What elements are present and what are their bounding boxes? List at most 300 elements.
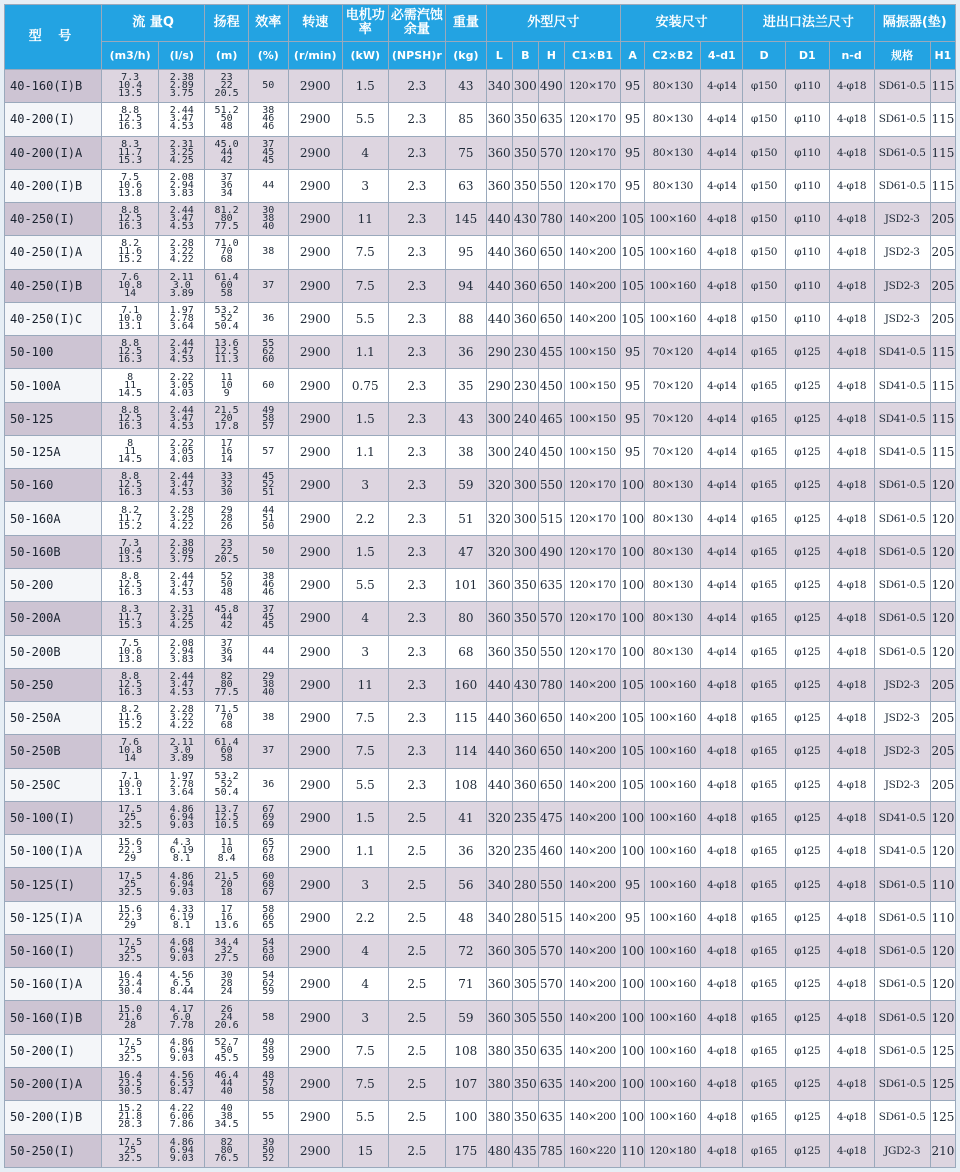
header-B: B	[512, 42, 538, 70]
model-cell: 50-250B	[5, 735, 102, 768]
weight-cell: 175	[446, 1134, 487, 1168]
model-cell: 50-100(I)A	[5, 835, 102, 868]
model-cell: 40-250(I)B	[5, 269, 102, 302]
q2-cell	[159, 402, 205, 435]
A-cell: 100	[621, 1034, 645, 1067]
q2-cell	[159, 369, 205, 402]
table-row	[5, 1101, 956, 1134]
npsh-cell: 2.3	[388, 136, 445, 169]
q2-value: 2.44	[169, 338, 194, 350]
L-cell: 440	[486, 768, 512, 801]
q1-value: 16.3	[118, 420, 143, 432]
eff-cell	[248, 70, 288, 103]
q1-value: 29	[124, 919, 137, 931]
head-value: 9	[223, 387, 230, 399]
npsh-cell: 2.5	[388, 1001, 445, 1034]
A-cell: 95	[621, 402, 645, 435]
eff-cell	[248, 635, 288, 668]
head-value: 77.5	[214, 686, 239, 698]
eff-value: 45	[262, 471, 275, 483]
head-value: 17.8	[214, 420, 239, 432]
weight-cell: 108	[446, 768, 487, 801]
eff-value: 65	[262, 919, 275, 931]
nd-cell: 4-φ18	[829, 901, 874, 934]
spec-cell: SD61-0.5	[874, 868, 930, 901]
D1-cell: φ125	[785, 568, 829, 601]
B-cell: 350	[512, 169, 538, 202]
q2-value: 3.89	[169, 753, 194, 765]
C2B2-cell: 100×160	[645, 735, 701, 768]
nd-cell: 4-φ18	[829, 103, 874, 136]
C1B1-cell: 140×200	[564, 702, 620, 735]
spec-cell: JSD2-3	[874, 668, 930, 701]
eff-cell	[248, 236, 288, 269]
eff-value: 69	[262, 819, 275, 831]
model-cell: 40-200(I)	[5, 103, 102, 136]
head-cell	[205, 1034, 249, 1067]
head-value: 82	[220, 670, 233, 682]
speed-cell: 2900	[288, 668, 342, 701]
power-cell: 0.75	[342, 369, 388, 402]
B-cell: 300	[512, 70, 538, 103]
eff-value: 45	[262, 612, 275, 624]
C1B1-cell: 140×200	[564, 901, 620, 934]
D-cell: φ165	[743, 1101, 786, 1134]
q1-value: 7.1	[121, 304, 140, 316]
D1-cell: φ125	[785, 801, 829, 834]
C1B1-cell: 140×200	[564, 236, 620, 269]
speed-cell: 2900	[288, 568, 342, 601]
eff-value: 38	[262, 246, 275, 258]
eff-value: 67	[262, 845, 275, 857]
q2-value: 3.75	[169, 553, 194, 565]
spec-cell: SD61-0.5	[874, 1101, 930, 1134]
C1B1-cell: 140×200	[564, 768, 620, 801]
C2B2-cell: 100×160	[645, 934, 701, 967]
C2B2-cell: 100×160	[645, 668, 701, 701]
H-cell: 550	[538, 868, 564, 901]
eff-value: 52	[262, 479, 275, 491]
spec-cell: SD61-0.5	[874, 535, 930, 568]
q1-value: 15.6	[118, 903, 143, 915]
npsh-cell: 2.3	[388, 269, 445, 302]
L-cell: 360	[486, 934, 512, 967]
q1-cell	[101, 801, 158, 834]
npsh-cell: 2.5	[388, 1101, 445, 1134]
spec-cell: SD61-0.5	[874, 136, 930, 169]
head-cell	[205, 269, 249, 302]
power-cell: 5.5	[342, 568, 388, 601]
head-cell	[205, 968, 249, 1001]
eff-cell	[248, 269, 288, 302]
power-cell: 4	[342, 136, 388, 169]
header-model: 型 号	[5, 5, 102, 70]
q1-cell	[101, 535, 158, 568]
header-flow-m3h: (m3/h)	[101, 42, 158, 70]
head-cell	[205, 336, 249, 369]
speed-cell: 2900	[288, 502, 342, 535]
spec-cell: SD61-0.5	[874, 635, 930, 668]
D-cell: φ150	[743, 302, 786, 335]
eff-value: 46	[262, 579, 275, 591]
q1-value: 12.5	[118, 479, 143, 491]
q2-value: 8.47	[169, 1086, 194, 1098]
q1-value: 10.0	[118, 312, 143, 324]
q1-value: 11.7	[118, 512, 143, 524]
q2-value: 2.44	[169, 404, 194, 416]
C1B1-cell: 140×200	[564, 1101, 620, 1134]
L-cell: 320	[486, 535, 512, 568]
A-cell: 100	[621, 968, 645, 1001]
eff-cell	[248, 1067, 288, 1100]
header-npsh: 必需汽蚀余量	[388, 5, 445, 42]
eff-cell	[248, 402, 288, 435]
head-cell	[205, 602, 249, 635]
head-cell	[205, 502, 249, 535]
q1-value: 8.8	[121, 205, 140, 217]
npsh-cell: 2.3	[388, 702, 445, 735]
q1-cell	[101, 835, 158, 868]
q2-value: 6.94	[169, 811, 194, 823]
npsh-cell: 2.3	[388, 502, 445, 535]
q1-value: 13.1	[118, 786, 143, 798]
q1-cell	[101, 1001, 158, 1034]
q1-value: 7.6	[121, 737, 140, 749]
power-cell: 1.5	[342, 801, 388, 834]
q2-value: 6.0	[172, 1011, 191, 1023]
d1-cell: 4-φ18	[701, 1001, 743, 1034]
d1-cell: 4-φ18	[701, 302, 743, 335]
weight-cell: 160	[446, 668, 487, 701]
q1-value: 12.5	[118, 213, 143, 225]
q2-value: 9.03	[169, 953, 194, 965]
q1-cell	[101, 103, 158, 136]
A-cell: 95	[621, 435, 645, 468]
q2-value: 8.1	[172, 853, 191, 865]
q2-cell	[159, 735, 205, 768]
D-cell: φ165	[743, 535, 786, 568]
q2-value: 9.03	[169, 1152, 194, 1164]
d1-cell: 4-φ18	[701, 735, 743, 768]
D-cell: φ165	[743, 369, 786, 402]
q1-value: 8.2	[121, 504, 140, 516]
H1-cell: 110	[930, 901, 955, 934]
C2B2-cell: 120×180	[645, 1134, 701, 1168]
head-cell	[205, 1067, 249, 1100]
q1-value: 8.8	[121, 338, 140, 350]
npsh-cell: 2.3	[388, 602, 445, 635]
H1-cell: 120	[930, 502, 955, 535]
npsh-cell: 2.5	[388, 934, 445, 967]
eff-value: 58	[262, 412, 275, 424]
H-cell: 635	[538, 1034, 564, 1067]
head-value: 11	[220, 371, 233, 383]
header-install: 安装尺寸	[621, 5, 743, 42]
head-value: 20.6	[214, 1019, 239, 1031]
D1-cell: φ125	[785, 336, 829, 369]
q2-value: 6.19	[169, 911, 194, 923]
H1-cell: 110	[930, 868, 955, 901]
nd-cell: 4-φ18	[829, 402, 874, 435]
q2-value: 3.22	[169, 712, 194, 724]
eff-cell	[248, 1001, 288, 1034]
q1-value: 8.8	[121, 471, 140, 483]
eff-value: 37	[262, 745, 275, 757]
speed-cell: 2900	[288, 635, 342, 668]
q2-value: 6.19	[169, 845, 194, 857]
table-row	[5, 402, 956, 435]
eff-value: 46	[262, 113, 275, 125]
L-cell: 340	[486, 868, 512, 901]
A-cell: 100	[621, 1001, 645, 1034]
weight-cell: 88	[446, 302, 487, 335]
speed-cell: 2900	[288, 934, 342, 967]
power-cell: 5.5	[342, 768, 388, 801]
L-cell: 360	[486, 1001, 512, 1034]
speed-cell: 2900	[288, 535, 342, 568]
npsh-cell: 2.5	[388, 868, 445, 901]
eff-value: 29	[262, 670, 275, 682]
D1-cell: φ110	[785, 236, 829, 269]
q1-value: 23.4	[118, 978, 143, 990]
head-value: 10	[220, 379, 233, 391]
q1-value: 12.5	[118, 113, 143, 125]
header-speed: 转速	[288, 5, 342, 42]
H1-cell: 120	[930, 835, 955, 868]
D-cell: φ150	[743, 236, 786, 269]
d1-cell: 4-φ14	[701, 369, 743, 402]
A-cell: 105	[621, 702, 645, 735]
model-cell: 40-200(I)B	[5, 169, 102, 202]
H-cell: 475	[538, 801, 564, 834]
q1-cell	[101, 70, 158, 103]
q2-cell	[159, 1101, 205, 1134]
header-nd: n-d	[829, 42, 874, 70]
head-value: 58	[220, 287, 233, 299]
header-power: 电机功率	[342, 5, 388, 42]
head-value: 36	[220, 645, 233, 657]
q1-value: 32.5	[118, 953, 143, 965]
q1-value: 22.3	[118, 911, 143, 923]
head-cell	[205, 70, 249, 103]
d1-cell: 4-φ18	[701, 868, 743, 901]
head-value: 61.4	[214, 271, 239, 283]
head-cell	[205, 169, 249, 202]
eff-value: 50	[262, 545, 275, 557]
eff-cell	[248, 502, 288, 535]
head-value: 20.5	[214, 553, 239, 565]
q1-cell	[101, 236, 158, 269]
model-cell: 50-250C	[5, 768, 102, 801]
A-cell: 100	[621, 568, 645, 601]
nd-cell: 4-φ18	[829, 169, 874, 202]
weight-cell: 48	[446, 901, 487, 934]
D-cell: φ165	[743, 402, 786, 435]
npsh-cell: 2.3	[388, 203, 445, 236]
spec-cell: JSD2-3	[874, 702, 930, 735]
eff-value: 57	[262, 1078, 275, 1090]
spec-cell: JSD2-3	[874, 768, 930, 801]
head-value: 50	[220, 1044, 233, 1056]
eff-value: 46	[262, 121, 275, 133]
q2-value: 3.0	[172, 279, 191, 291]
q1-value: 11.7	[118, 612, 143, 624]
L-cell: 440	[486, 236, 512, 269]
q1-value: 32.5	[118, 1152, 143, 1164]
head-value: 44	[220, 146, 233, 158]
q1-value: 30.5	[118, 1086, 143, 1098]
eff-cell	[248, 103, 288, 136]
q1-value: 10.6	[118, 179, 143, 191]
head-value: 14	[220, 454, 233, 466]
eff-cell	[248, 602, 288, 635]
speed-cell: 2900	[288, 203, 342, 236]
B-cell: 230	[512, 369, 538, 402]
head-value: 68	[220, 254, 233, 266]
speed-cell: 2900	[288, 469, 342, 502]
spec-cell: SD61-0.5	[874, 70, 930, 103]
q2-value: 3.47	[169, 213, 194, 225]
A-cell: 95	[621, 169, 645, 202]
d1-cell: 4-φ14	[701, 136, 743, 169]
q1-cell	[101, 934, 158, 967]
head-value: 37	[220, 637, 233, 649]
A-cell: 105	[621, 302, 645, 335]
C1B1-cell: 120×170	[564, 635, 620, 668]
model-cell: 50-250A	[5, 702, 102, 735]
d1-cell: 4-φ18	[701, 1134, 743, 1168]
nd-cell: 4-φ18	[829, 668, 874, 701]
header-spec: 规格	[874, 42, 930, 70]
eff-value: 40	[262, 221, 275, 233]
q2-cell	[159, 1134, 205, 1168]
spec-cell: SD41-0.5	[874, 435, 930, 468]
H1-cell: 205	[930, 768, 955, 801]
head-cell	[205, 934, 249, 967]
q2-cell	[159, 103, 205, 136]
q2-value: 3.64	[169, 786, 194, 798]
q2-value: 2.44	[169, 571, 194, 583]
q1-value: 13.8	[118, 653, 143, 665]
table-row	[5, 336, 956, 369]
B-cell: 305	[512, 1001, 538, 1034]
q1-value: 30.4	[118, 986, 143, 998]
head-cell	[205, 1134, 249, 1168]
head-value: 20	[220, 412, 233, 424]
H1-cell: 125	[930, 1101, 955, 1134]
npsh-cell: 2.5	[388, 968, 445, 1001]
eff-cell	[248, 302, 288, 335]
weight-cell: 114	[446, 735, 487, 768]
q2-value: 2.44	[169, 205, 194, 217]
q2-value: 2.78	[169, 312, 194, 324]
q1-value: 10.4	[118, 80, 143, 92]
C1B1-cell: 140×200	[564, 968, 620, 1001]
D-cell: φ165	[743, 502, 786, 535]
model-cell: 50-200A	[5, 602, 102, 635]
A-cell: 95	[621, 868, 645, 901]
spec-cell: SD61-0.5	[874, 502, 930, 535]
C1B1-cell: 140×200	[564, 1034, 620, 1067]
eff-value: 30	[262, 205, 275, 217]
model-cell: 40-160(I)B	[5, 70, 102, 103]
q2-cell	[159, 901, 205, 934]
eff-cell	[248, 369, 288, 402]
head-cell	[205, 868, 249, 901]
q1-value: 32.5	[118, 1052, 143, 1064]
nd-cell: 4-φ18	[829, 868, 874, 901]
table-row	[5, 835, 956, 868]
L-cell: 300	[486, 402, 512, 435]
eff-value: 60	[262, 354, 275, 366]
D1-cell: φ125	[785, 402, 829, 435]
q1-cell	[101, 901, 158, 934]
d1-cell: 4-φ18	[701, 801, 743, 834]
q2-cell	[159, 1001, 205, 1034]
table-row	[5, 169, 956, 202]
speed-cell: 2900	[288, 602, 342, 635]
q1-value: 16.3	[118, 686, 143, 698]
power-cell: 7.5	[342, 1067, 388, 1100]
q1-cell	[101, 469, 158, 502]
head-cell	[205, 1001, 249, 1034]
d1-cell: 4-φ18	[701, 668, 743, 701]
q2-cell	[159, 934, 205, 967]
power-cell: 2.2	[342, 901, 388, 934]
q1-value: 16.3	[118, 121, 143, 133]
q2-cell	[159, 568, 205, 601]
speed-cell: 2900	[288, 1134, 342, 1168]
npsh-cell: 2.3	[388, 103, 445, 136]
head-value: 32	[220, 479, 233, 491]
q1-value: 13.1	[118, 320, 143, 332]
table-row	[5, 435, 956, 468]
eff-value: 49	[262, 404, 275, 416]
B-cell: 280	[512, 868, 538, 901]
npsh-cell: 2.3	[388, 635, 445, 668]
H-cell: 550	[538, 1001, 564, 1034]
nd-cell: 4-φ18	[829, 336, 874, 369]
model-cell: 50-250(I)	[5, 1134, 102, 1168]
H1-cell: 205	[930, 735, 955, 768]
q2-value: 2.11	[169, 271, 194, 283]
q1-value: 8.8	[121, 105, 140, 117]
head-cell	[205, 668, 249, 701]
q1-value: 10.4	[118, 545, 143, 557]
head-value: 52	[220, 571, 233, 583]
D-cell: φ165	[743, 1001, 786, 1034]
q2-value: 3.25	[169, 512, 194, 524]
D1-cell: φ125	[785, 668, 829, 701]
header-L: L	[486, 42, 512, 70]
npsh-cell: 2.3	[388, 336, 445, 369]
L-cell: 340	[486, 901, 512, 934]
header-C2B2: C2×B2	[645, 42, 701, 70]
eff-value: 38	[262, 712, 275, 724]
q1-value: 14	[124, 287, 137, 299]
q2-cell	[159, 302, 205, 335]
A-cell: 95	[621, 103, 645, 136]
q2-value: 2.38	[169, 72, 194, 84]
d1-cell: 4-φ18	[701, 702, 743, 735]
q1-value: 16.3	[118, 354, 143, 366]
nd-cell: 4-φ18	[829, 835, 874, 868]
table-row	[5, 469, 956, 502]
table-row	[5, 369, 956, 402]
head-value: 48	[220, 587, 233, 599]
L-cell: 320	[486, 835, 512, 868]
q2-value: 4.53	[169, 487, 194, 499]
